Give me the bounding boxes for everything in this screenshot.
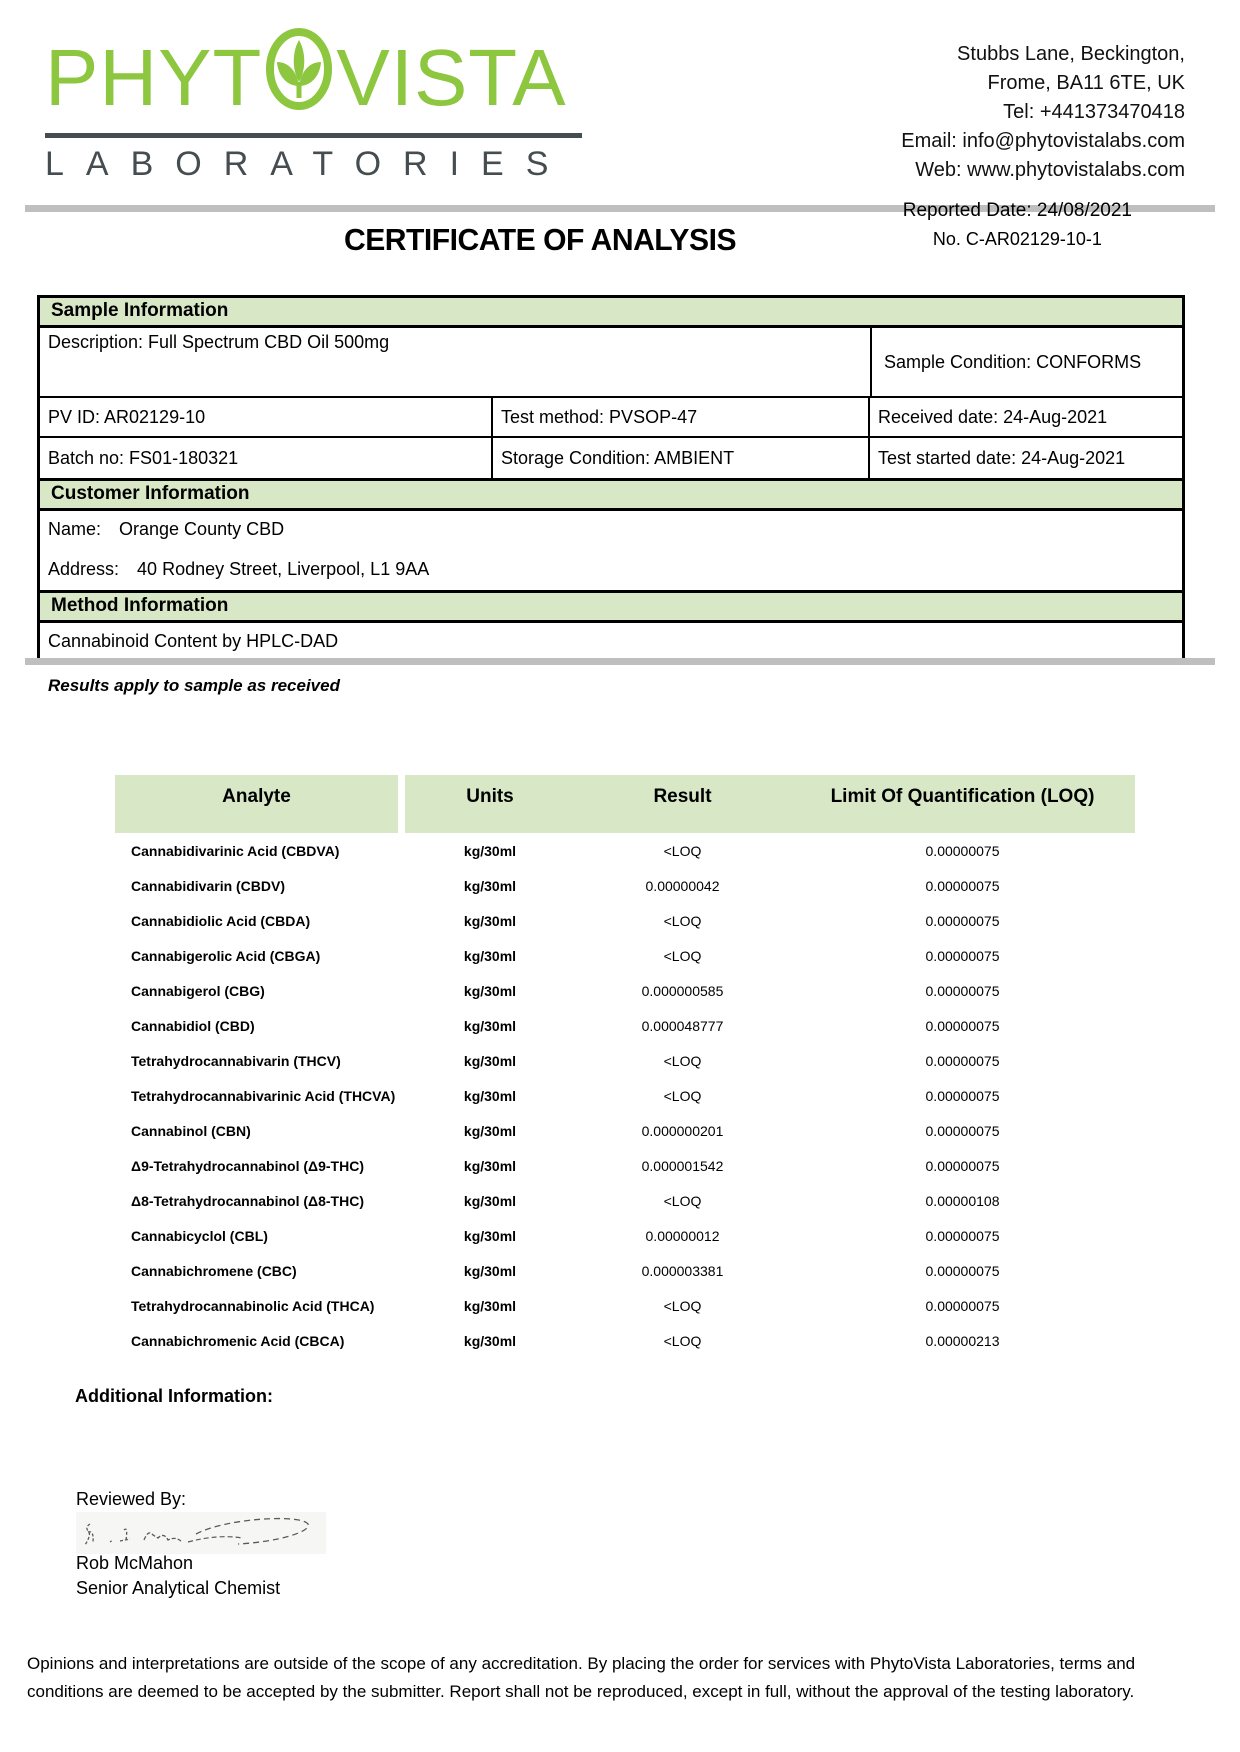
- result-cell: <LOQ: [663, 1192, 702, 1209]
- method-information-header: Method Information: [40, 593, 1182, 623]
- header-result: Result: [653, 786, 712, 807]
- analyte-cell: Tetrahydrocannabinolic Acid (THCA): [131, 1297, 375, 1314]
- table-row: [115, 1043, 1135, 1078]
- result-cell: 0.000003381: [641, 1262, 724, 1279]
- table-row: [115, 1323, 1135, 1358]
- table-row: [115, 1078, 1135, 1113]
- pv-id: PV ID: AR02129-10: [40, 398, 493, 436]
- units-cell: kg/30ml: [463, 842, 517, 859]
- leaf-icon: [265, 28, 333, 123]
- units-cell: kg/30ml: [463, 1122, 517, 1139]
- brand-part-1: PHYT: [45, 32, 263, 122]
- table-row: [115, 868, 1135, 903]
- analyte-cell: Cannabigerolic Acid (CBGA): [131, 947, 321, 964]
- result-cell: <LOQ: [663, 1332, 702, 1349]
- analyte-cell: Cannabidivarin (CBDV): [131, 877, 286, 894]
- contact-phone: Tel: +441373470418: [1003, 101, 1185, 123]
- units-cell: kg/30ml: [463, 1297, 517, 1314]
- customer-details: [40, 511, 1182, 590]
- results-table: [115, 775, 1135, 1358]
- units-cell: kg/30ml: [463, 1052, 517, 1069]
- lab-contact-block: [901, 40, 1185, 185]
- analyte-cell: Cannabigerol (CBG): [131, 982, 265, 999]
- table-row: [115, 973, 1135, 1008]
- sample-description-row: [40, 328, 1182, 396]
- result-cell: 0.000000201: [641, 1122, 724, 1139]
- table-row: [115, 903, 1135, 938]
- contact-email: Email: info@phytovistalabs.com: [901, 130, 1185, 152]
- info-sections: [37, 295, 1185, 664]
- analyte-cell: Tetrahydrocannabivarinic Acid (THCVA): [131, 1087, 396, 1104]
- result-cell: 0.000048777: [641, 1017, 724, 1034]
- additional-information-label: Additional Information:: [75, 1386, 273, 1406]
- sample-batch-row: [40, 436, 1182, 478]
- analyte-cell: Δ9-Tetrahydrocannabinol (Δ9-THC): [131, 1157, 364, 1174]
- received-date: Received date: 24-Aug-2021: [878, 406, 1108, 427]
- reviewer-name: Rob McMahon: [76, 1553, 194, 1573]
- result-cell: <LOQ: [663, 1087, 702, 1104]
- loq-cell: 0.00000075: [925, 1087, 1000, 1104]
- table-row: [115, 1288, 1135, 1323]
- loq-cell: 0.00000075: [925, 1157, 1000, 1174]
- report-number: No. C-AR02129-10-1: [932, 229, 1102, 249]
- brand-divider: [45, 133, 582, 138]
- result-cell: <LOQ: [663, 842, 702, 859]
- contact-address-line-1: Stubbs Lane, Beckington,: [957, 43, 1185, 65]
- customer-address-line: [48, 559, 1174, 580]
- customer-address-label: Address:: [48, 559, 120, 579]
- table-row: [115, 1148, 1135, 1183]
- result-cell: <LOQ: [663, 912, 702, 929]
- loq-cell: 0.00000108: [925, 1192, 1000, 1209]
- units-cell: kg/30ml: [463, 1227, 517, 1244]
- reviewed-by-label: Reviewed By:: [76, 1489, 187, 1509]
- loq-cell: 0.00000075: [925, 1052, 1000, 1069]
- signature-image: [76, 1512, 326, 1559]
- table-row: [115, 1008, 1135, 1043]
- header-loq: Limit Of Quantification (LOQ): [830, 786, 1095, 807]
- result-cell: 0.00000012: [645, 1227, 720, 1244]
- analyte-cell: Cannabidivarinic Acid (CBDVA): [131, 842, 340, 859]
- analyte-cell: Tetrahydrocannabivarin (THCV): [131, 1052, 341, 1069]
- units-cell: kg/30ml: [463, 1192, 517, 1209]
- method-name: Cannabinoid Content by HPLC-DAD: [48, 631, 339, 651]
- results-divider-bar: [25, 658, 1215, 665]
- result-cell: 0.000000585: [641, 982, 724, 999]
- table-row: [115, 833, 1135, 868]
- loq-cell: 0.00000075: [925, 1122, 1000, 1139]
- sample-ids-row: [40, 396, 1182, 436]
- loq-cell: 0.00000075: [925, 842, 1000, 859]
- units-cell: kg/30ml: [463, 877, 517, 894]
- test-method: Test method: PVSOP-47: [493, 398, 870, 436]
- result-cell: <LOQ: [663, 947, 702, 964]
- units-cell: kg/30ml: [463, 1017, 517, 1034]
- footer-disclaimer: Opinions and interpretations are outside of the scope of any accreditation. By placing the order for services with PhytoVista Laboratories, terms and conditions are deemed to be accepted by the submitter. Report shall not be reproduced, except in full, without the approval of the testing laboratory.: [27, 1654, 1136, 1701]
- loq-cell: 0.00000075: [925, 1262, 1000, 1279]
- test-started-date: Test started date: 24-Aug-2021: [878, 447, 1126, 468]
- header-units: Units: [466, 786, 514, 807]
- table-row: [115, 1183, 1135, 1218]
- storage-condition: Storage Condition: AMBIENT: [493, 438, 870, 478]
- loq-cell: 0.00000075: [925, 982, 1000, 999]
- customer-name: Orange County CBD: [119, 519, 285, 539]
- results-table-header: [115, 775, 1135, 833]
- table-row: [115, 938, 1135, 973]
- sample-information-section: [37, 295, 1185, 481]
- result-cell: 0.00000042: [645, 877, 720, 894]
- units-cell: kg/30ml: [463, 982, 517, 999]
- loq-cell: 0.00000075: [925, 947, 1000, 964]
- units-cell: kg/30ml: [463, 1157, 517, 1174]
- brand-subtitle: LABORATORIES: [45, 145, 571, 183]
- results-table-body: [115, 833, 1135, 1358]
- customer-information-section: [37, 478, 1185, 593]
- customer-address: 40 Rodney Street, Liverpool, L1 9AA: [137, 559, 430, 579]
- analyte-cell: Cannabichromene (CBC): [131, 1262, 297, 1279]
- sample-condition: Sample Condition: CONFORMS: [884, 351, 1142, 372]
- header-analyte: Analyte: [115, 775, 405, 833]
- customer-name-line: [48, 519, 1174, 540]
- units-cell: kg/30ml: [463, 1332, 517, 1349]
- loq-cell: 0.00000213: [925, 1332, 1000, 1349]
- analyte-cell: Cannabicyclol (CBL): [131, 1227, 268, 1244]
- method-information-section: [37, 590, 1185, 664]
- loq-cell: 0.00000075: [925, 1017, 1000, 1034]
- result-cell: <LOQ: [663, 1297, 702, 1314]
- loq-cell: 0.00000075: [925, 877, 1000, 894]
- reported-date: Reported Date: 24/08/2021: [902, 200, 1132, 221]
- loq-cell: 0.00000075: [925, 1227, 1000, 1244]
- table-row: [115, 1218, 1135, 1253]
- analyte-cell: Cannabichromenic Acid (CBCA): [131, 1332, 345, 1349]
- reviewer-title: Senior Analytical Chemist: [76, 1578, 281, 1598]
- analyte-cell: Cannabidiolic Acid (CBDA): [131, 912, 311, 929]
- contact-address-line-2: Frome, BA11 6TE, UK: [987, 72, 1185, 94]
- report-meta: [903, 200, 1132, 250]
- sample-description: Description: Full Spectrum CBD Oil 500mg: [40, 328, 872, 396]
- result-cell: <LOQ: [663, 1052, 702, 1069]
- units-cell: kg/30ml: [463, 912, 517, 929]
- brand-wordmark: [45, 28, 585, 127]
- batch-no: Batch no: FS01-180321: [40, 438, 493, 478]
- loq-cell: 0.00000075: [925, 1297, 1000, 1314]
- loq-cell: 0.00000075: [925, 912, 1000, 929]
- analyte-cell: Cannabinol (CBN): [131, 1122, 251, 1139]
- units-cell: kg/30ml: [463, 1087, 517, 1104]
- customer-information-header: Customer Information: [40, 481, 1182, 511]
- sample-information-header: Sample Information: [40, 298, 1182, 328]
- logo: [45, 28, 585, 184]
- units-cell: kg/30ml: [463, 1262, 517, 1279]
- analyte-cell: Δ8-Tetrahydrocannabinol (Δ8-THC): [131, 1192, 364, 1209]
- table-row: [115, 1113, 1135, 1148]
- brand-part-2: VISTA: [336, 32, 567, 122]
- result-cell: 0.000001542: [641, 1157, 724, 1174]
- analyte-cell: Cannabidiol (CBD): [131, 1017, 255, 1034]
- page-title: CERTIFICATE OF ANALYSIS: [343, 222, 737, 257]
- contact-web: Web: www.phytovistalabs.com: [915, 159, 1185, 181]
- table-row: [115, 1253, 1135, 1288]
- customer-name-label: Name:: [48, 519, 102, 539]
- results-note: Results apply to sample as received: [48, 676, 340, 695]
- units-cell: kg/30ml: [463, 947, 517, 964]
